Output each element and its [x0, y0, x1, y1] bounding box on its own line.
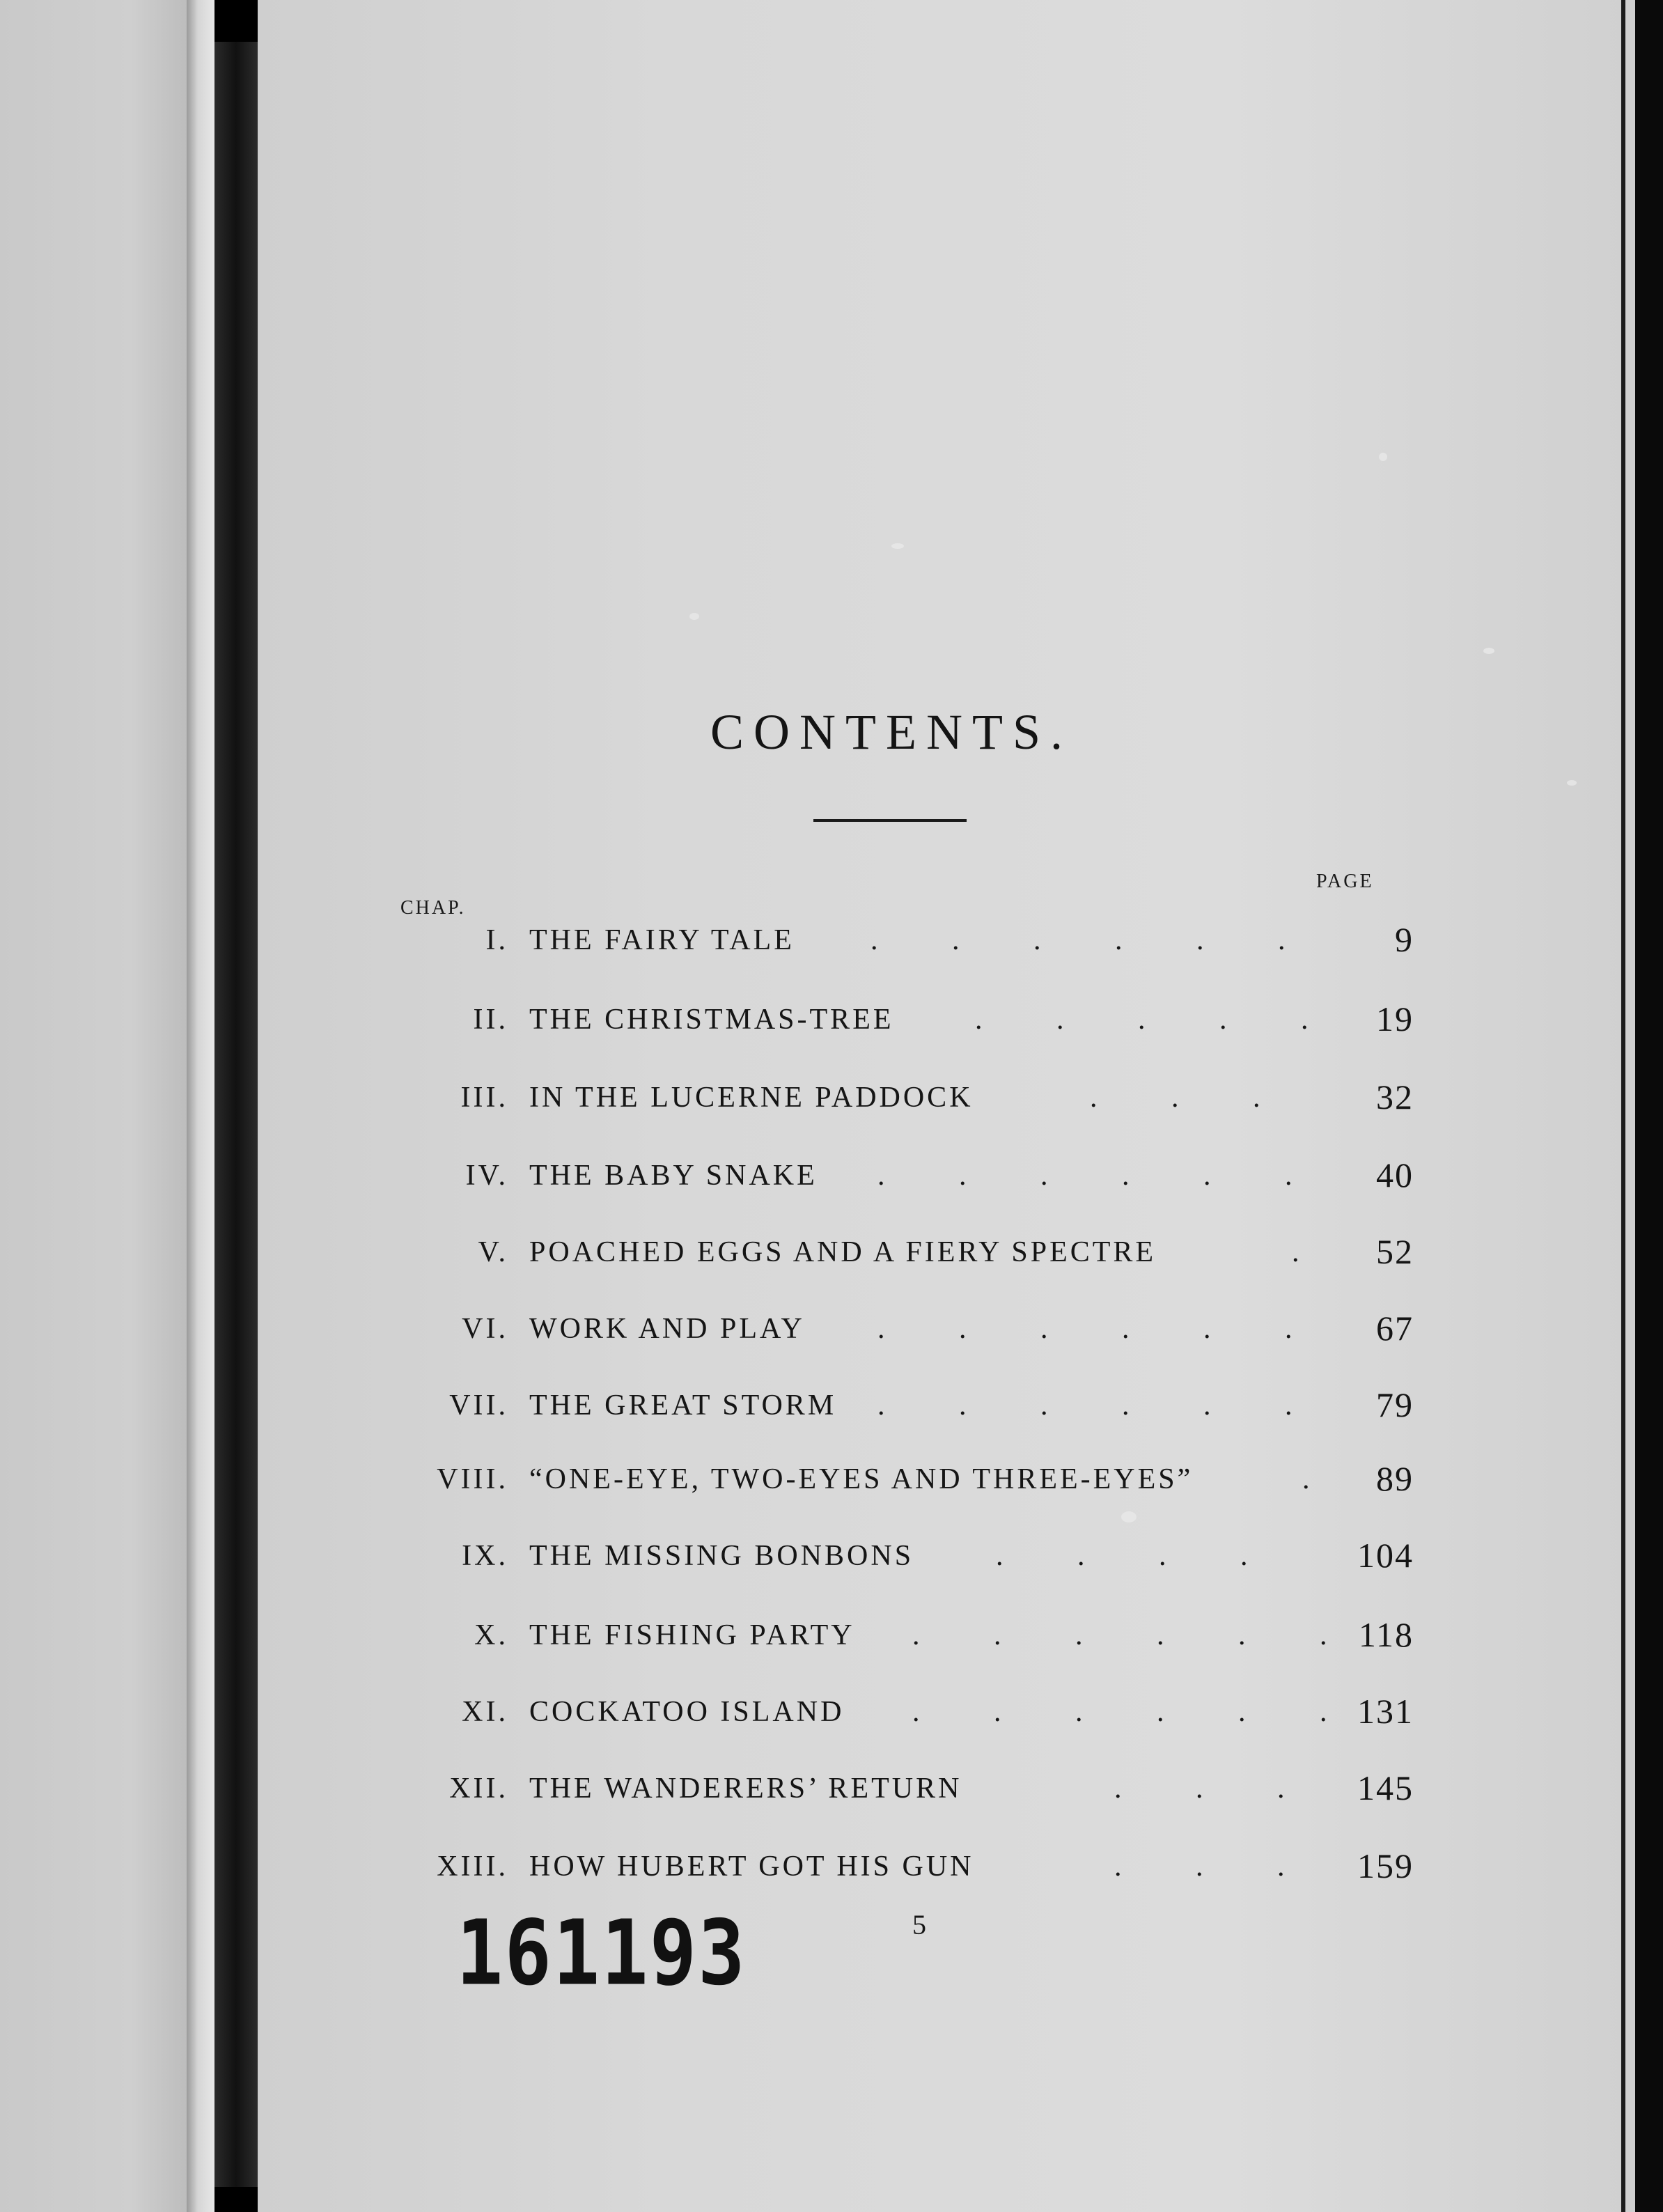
dot-leader: . [1292, 1236, 1333, 1268]
page-number: 118 [1358, 1615, 1414, 1654]
toc-entry [390, 1309, 1421, 1361]
chapter-number: II. [473, 1004, 508, 1036]
page-number: 131 [1357, 1692, 1414, 1731]
dot-leader: . . . . . . [870, 924, 1319, 956]
toc-entry [390, 1692, 1421, 1744]
chapter-number: X. [474, 1619, 508, 1651]
chapter-number: XI. [462, 1696, 508, 1728]
chapter-title: THE FISHING PARTY [529, 1619, 855, 1651]
page-number: 32 [1376, 1077, 1414, 1116]
chapter-title: THE CHRISTMAS-TREE [529, 1004, 894, 1036]
library-stamp: 161193 [456, 1901, 747, 2006]
dot-leader: . [1302, 1463, 1343, 1495]
facing-page [0, 0, 187, 2212]
dot-leader: . . . . [996, 1540, 1281, 1572]
scan-border [1635, 0, 1663, 2212]
dot-leader: . . . . . . [912, 1696, 1361, 1728]
chapter-title: THE MISSING BONBONS [529, 1540, 914, 1572]
chapter-title: WORK AND PLAY [529, 1313, 805, 1345]
gutter [187, 0, 214, 2212]
dot-leader: . . . [1114, 1773, 1318, 1805]
toc-entry [390, 1615, 1421, 1667]
chapter-number: III. [460, 1082, 508, 1114]
chapter-number: XII. [449, 1773, 508, 1805]
toc-entry [390, 1155, 1421, 1208]
dot-leader: . . . . . . [877, 1313, 1326, 1345]
chapter-title: THE WANDERERS’ RETURN [529, 1773, 962, 1805]
page-edge-line [1621, 0, 1625, 2212]
page-number: 19 [1376, 999, 1414, 1038]
toc-entry [390, 999, 1421, 1052]
book-spine [214, 42, 258, 2187]
toc-entry [390, 1846, 1421, 1899]
chapter-title: “ONE-EYE, TWO-EYES AND THREE-EYES” [529, 1463, 1194, 1495]
toc-entry [390, 1768, 1421, 1821]
page-number: 145 [1357, 1768, 1414, 1807]
page-number: 79 [1376, 1385, 1414, 1424]
dot-leader: . . . [1090, 1082, 1294, 1114]
chapter-number: VI. [462, 1313, 508, 1345]
dot-leader: . . . . . . [877, 1389, 1326, 1422]
page-title: CONTENTS. [710, 704, 1072, 760]
chapter-title: THE FAIRY TALE [529, 924, 795, 956]
chapter-number: XIII. [437, 1851, 508, 1883]
dot-leader: . . . . . [975, 1004, 1342, 1036]
chapter-title: COCKATOO ISLAND [529, 1696, 845, 1728]
toc-entry [390, 1232, 1421, 1284]
chapter-number: V. [478, 1236, 508, 1268]
chapter-title: THE BABY SNAKE [529, 1160, 818, 1192]
chapter-title: HOW HUBERT GOT HIS GUN [529, 1851, 974, 1883]
page-number: 159 [1357, 1846, 1414, 1885]
page-column-label: PAGE [1316, 871, 1374, 892]
dot-leader: . . . . . . [912, 1619, 1361, 1651]
chapter-number: VIII. [437, 1463, 508, 1495]
toc-entry [390, 920, 1421, 972]
dot-leader: . . . [1114, 1851, 1318, 1883]
page-number: 52 [1376, 1232, 1414, 1271]
chapter-title: THE GREAT STORM [529, 1389, 837, 1422]
chapter-number: I. [485, 924, 508, 956]
chapter-number: VII. [449, 1389, 508, 1422]
page-number: 40 [1376, 1155, 1414, 1194]
chapter-number: IX. [462, 1540, 508, 1572]
page-number: 67 [1376, 1309, 1414, 1348]
dot-leader: . . . . . . [877, 1160, 1326, 1192]
chap-column-label: CHAP. [400, 897, 466, 919]
toc-entry [390, 1385, 1421, 1438]
toc-entry [390, 1459, 1421, 1511]
page-folio: 5 [912, 1909, 926, 1940]
toc-entry [390, 1077, 1421, 1130]
page-number: 9 [1395, 920, 1414, 959]
page-number: 89 [1376, 1459, 1414, 1498]
chapter-title: POACHED EGGS AND A FIERY SPECTRE [529, 1236, 1157, 1268]
title-rule [813, 819, 967, 822]
page-number: 104 [1357, 1536, 1414, 1575]
chapter-title: IN THE LUCERNE PADDOCK [529, 1082, 974, 1114]
toc-entry [390, 1536, 1421, 1588]
chapter-number: IV. [465, 1160, 508, 1192]
